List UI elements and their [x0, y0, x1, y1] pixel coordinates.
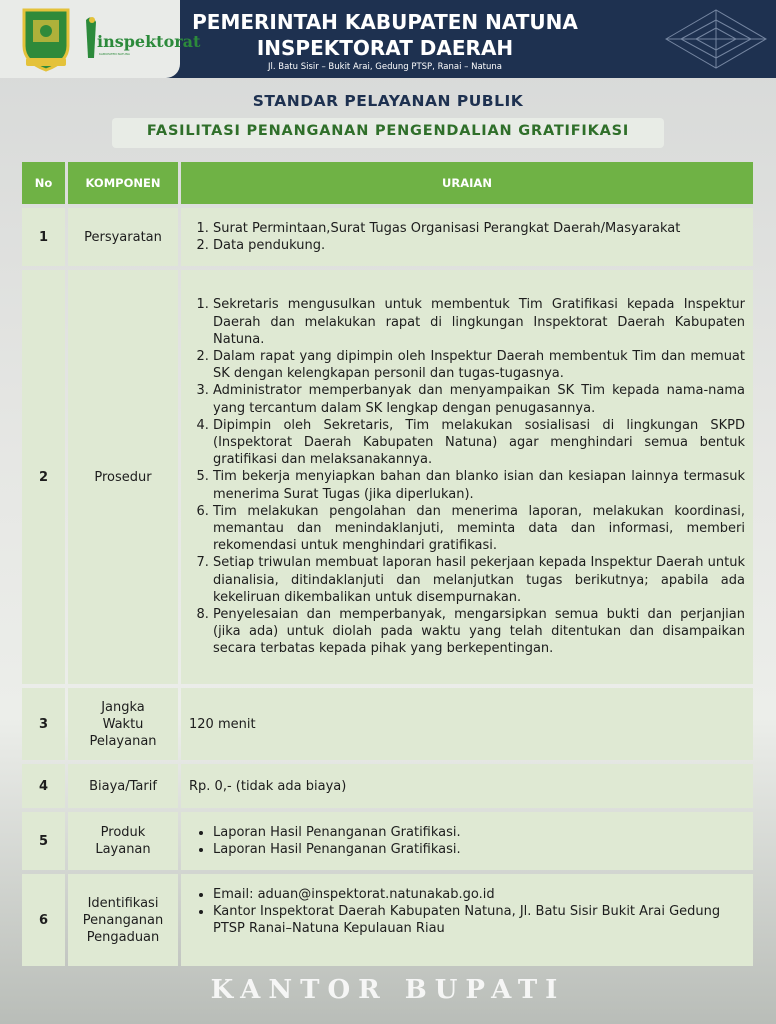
persyaratan-list	[189, 220, 680, 254]
pengaduan-list	[189, 886, 745, 938]
prosedur-list	[189, 296, 745, 657]
inspektorat-logo-text: inspektorat	[97, 32, 201, 51]
row-3-komponen: Jangka Waktu Pelayanan	[68, 688, 178, 760]
list-item: 6. Tim melakukan pengolahan dan menerima laporan, melakukan koordinasi, memantau dan menindaklanjuti, meminta data dan informasi, memberi rekomendasi untuk menghindari gratifikasi.	[213, 503, 745, 555]
row-5-komponen: Produk Layanan	[68, 812, 178, 870]
list-item: 8. Penyelesaian dan memperbanyak, mengarsipkan semua bukti dan perjanjian (jika ada) untuk diolah pada waktu yang telah ditentukan dan disampaikan secara terbatas kepada pihak yang berkepentingan.	[213, 606, 745, 658]
list-item: • Kantor Inspektorat Daerah Kabupaten Natuna, Jl. Batu Sisir Bukit Arai Gedung PTSP Ranai–Natuna Kepulauan Riau	[213, 903, 745, 937]
col-header-no: No	[22, 162, 65, 204]
row-6-komponen: Identifikasi Penanganan Pengaduan	[68, 874, 178, 966]
inspektorat-logo-sub: KABUPATEN NATUNA	[99, 52, 130, 56]
col-header-uraian: URAIAN	[181, 162, 753, 204]
list-item: 7. Setiap triwulan membuat laporan hasil pekerjaan kepada Inspektur Daerah untuk dianalisia, ditindaklanjuti dan melanjutkan tugas berikutnya; apabila ada kekeliruan dikembalikan untuk disempurnakan.	[213, 554, 745, 606]
col-header-komponen: KOMPONEN	[68, 162, 178, 204]
produk-list	[189, 824, 461, 858]
row-1-uraian	[181, 208, 753, 266]
biaya-value: Rp. 0,- (tidak ada biaya)	[189, 778, 347, 794]
list-item: 5. Tim bekerja menyiapkan bahan dan blanko isian dan kesiapan lainnya termasuk menerima Surat Tugas (jika diperlukan).	[213, 468, 745, 502]
list-item: 1. Surat Permintaan,Surat Tugas Organisasi Perangkat Daerah/Masyarakat	[213, 220, 680, 237]
list-item: 4. Dipimpin oleh Sekretaris, Tim melakukan sosialisasi di lingkungan SKPD (Inspektorat Daerah Kabupaten Natuna) agar menghindari semua bentuk gratifikasi dan melaksanakannya.	[213, 417, 745, 469]
jangka-waktu-value: 120 menit	[189, 716, 256, 732]
list-item: • Laporan Hasil Penanganan Gratifikasi.	[213, 841, 461, 858]
row-2-komponen: Prosedur	[68, 270, 178, 684]
row-3-no: 3	[22, 688, 65, 760]
header-address: Jl. Batu Sisir – Bukit Arai, Gedung PTSP, Ranai – Natuna	[268, 62, 502, 72]
row-4-komponen: Biaya/Tarif	[68, 764, 178, 808]
natuna-crest-logo	[18, 6, 74, 72]
row-2-no: 2	[22, 270, 65, 684]
list-item: • Email: aduan@inspektorat.natunakab.go.id	[213, 886, 745, 903]
list-item: • Laporan Hasil Penanganan Gratifikasi.	[213, 824, 461, 841]
header-line-1: PEMERINTAH KABUPATEN NATUNA	[192, 10, 578, 34]
row-5-uraian	[181, 812, 753, 870]
row-1-komponen: Persyaratan	[68, 208, 178, 266]
page-title: STANDAR PELAYANAN PUBLIK	[252, 92, 524, 110]
list-item: 2. Dalam rapat yang dipimpin oleh Inspektur Daerah membentuk Tim dan memuat SK dengan kelengkapan personil dan tugas-tugasnya.	[213, 348, 745, 382]
logo-panel	[0, 0, 201, 78]
page-subtitle: FASILITASI PENANGANAN PENGENDALIAN GRATIFIKASI	[146, 123, 630, 139]
list-item: 1. Sekretaris mengusulkan untuk membentuk Tim Gratifikasi kepada Inspektur Daerah dan melakukan rapat di lingkungan Inspektorat Daerah Kabupaten Natuna.	[213, 296, 745, 348]
list-item: 2. Data pendukung.	[213, 237, 680, 254]
page-header	[0, 0, 776, 78]
row-4-uraian	[181, 764, 753, 808]
row-5-no: 5	[22, 812, 65, 870]
row-4-no: 4	[22, 764, 65, 808]
row-2-uraian	[181, 270, 753, 684]
list-item: 3. Administrator memperbanyak dan menyampaikan SK Tim kepada nama-nama yang tercantum dalam SK lengkap dengan penugasannya.	[213, 382, 745, 416]
row-1-no: 1	[22, 208, 65, 266]
background-watermark: KANTOR BUPATI	[210, 975, 566, 1005]
row-3-uraian	[181, 688, 753, 760]
ornament-decoration	[656, 0, 776, 78]
row-6-no: 6	[22, 874, 65, 966]
header-line-2: INSPEKTORAT DAERAH	[256, 36, 514, 60]
row-6-uraian	[181, 874, 753, 966]
